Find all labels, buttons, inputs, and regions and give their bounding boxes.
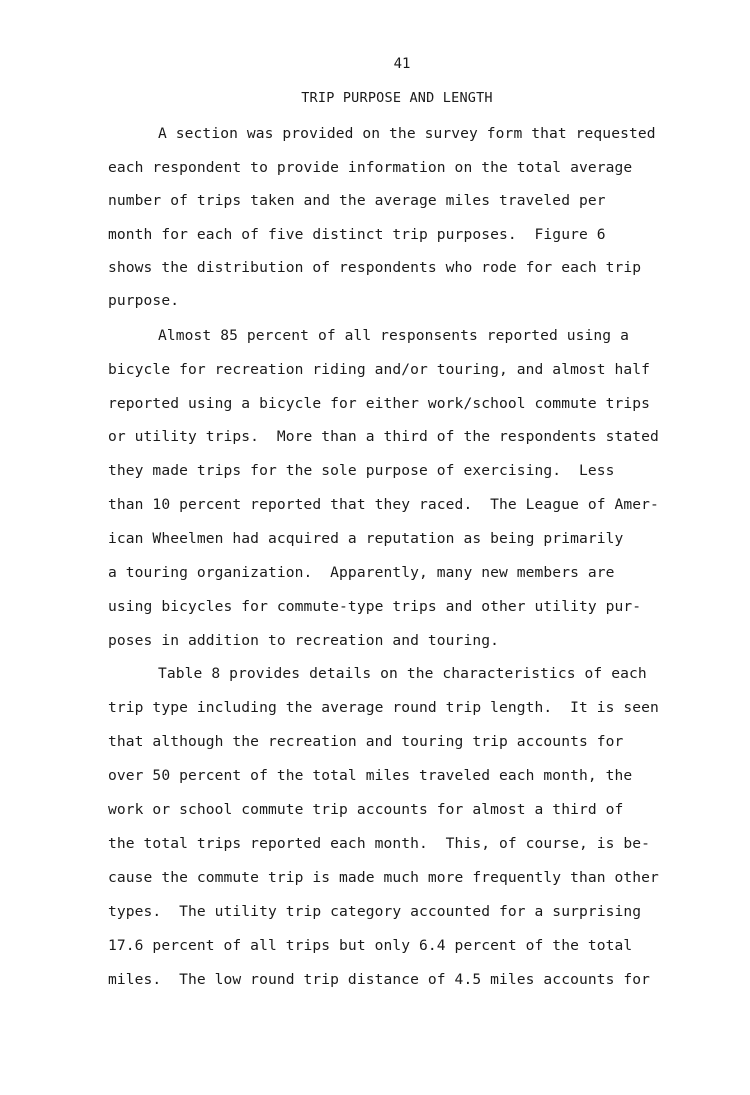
- paragraph-line: trip type including the average round trip length. It is seen: [108, 699, 659, 716]
- page-number: 41: [393, 56, 411, 72]
- paragraph-line: 17.6 percent of all trips but only 6.4 percent of the total: [108, 937, 633, 954]
- paragraph-line: than 10 percent reported that they raced. The League of Amer-: [108, 496, 659, 513]
- paragraph-line: or utility trips. More than a third of the respondents stated: [108, 428, 659, 445]
- paragraph-line: Table 8 provides details on the characteristics of each: [158, 665, 647, 682]
- paragraph-line: bicycle for recreation riding and/or touring, and almost half: [108, 361, 651, 378]
- paragraph-line: month for each of five distinct trip purposes. Figure 6: [108, 226, 606, 243]
- section-heading: TRIP PURPOSE AND LENGTH: [301, 90, 493, 106]
- paragraph-line: reported using a bicycle for either work/school commute trips: [108, 395, 651, 412]
- paragraph-line: using bicycles for commute-type trips and other utility pur-: [108, 598, 642, 615]
- paragraph-line: A section was provided on the survey form that requested: [158, 125, 656, 142]
- paragraph-line: miles. The low round trip distance of 4.5 miles accounts for: [108, 971, 651, 988]
- paragraph-line: ican Wheelmen had acquired a reputation as being primarily: [108, 530, 624, 547]
- paragraph-line: types. The utility trip category accounted for a surprising: [108, 903, 642, 920]
- paragraph-line: Almost 85 percent of all responsents reported using a: [158, 327, 629, 344]
- paragraph-line: they made trips for the sole purpose of exercising. Less: [108, 462, 615, 479]
- paragraph-line: cause the commute trip is made much more frequently than other: [108, 869, 659, 886]
- paragraph-line: purpose.: [108, 292, 180, 309]
- paragraph-line: that although the recreation and touring trip accounts for: [108, 733, 624, 750]
- paragraph-line: a touring organization. Apparently, many new members are: [108, 564, 615, 581]
- paragraph-line: number of trips taken and the average miles traveled per: [108, 192, 606, 209]
- paragraph-line: each respondent to provide information on the total average: [108, 159, 633, 176]
- paragraph-line: shows the distribution of respondents who rode for each trip: [108, 259, 642, 276]
- paragraph-line: over 50 percent of the total miles traveled each month, the: [108, 767, 633, 784]
- paragraph-line: the total trips reported each month. This, of course, is be-: [108, 835, 651, 852]
- paragraph-line: poses in addition to recreation and touring.: [108, 632, 499, 649]
- paragraph-line: work or school commute trip accounts for almost a third of: [108, 801, 624, 818]
